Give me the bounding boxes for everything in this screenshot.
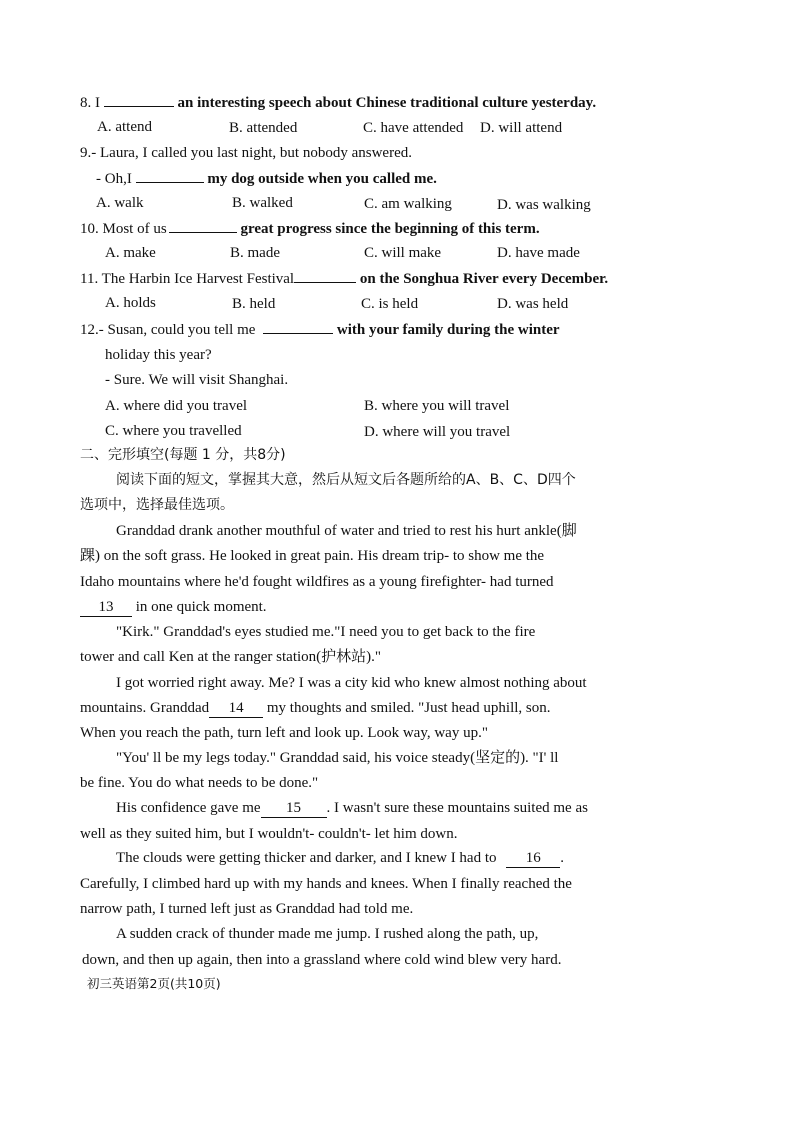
- passage-line: I got worried right away. Me? I was a city kid who knew almost nothing about: [116, 675, 587, 691]
- question-11-stem: 11. The Harbin Ice Harvest Festival on the Songhua River every December.: [80, 271, 609, 287]
- passage-line: "You' ll be my legs today." Granddad said, his voice steady(坚定的). "I' ll: [116, 750, 559, 766]
- option-c: C. am walking: [364, 196, 452, 212]
- option-b: B. held: [232, 296, 276, 312]
- option-c: C. where you travelled: [105, 423, 242, 439]
- cloze-blank-15: 15: [261, 800, 327, 818]
- option-b: B. made: [230, 245, 280, 261]
- option-a: A. attend: [97, 119, 152, 135]
- passage-line: mountains. Granddad 14 my thoughts and smiled. "Just head uphill, son.: [80, 700, 551, 716]
- passage-line: narrow path, I turned left just as Granddad had told me.: [80, 901, 414, 917]
- option-c: C. will make: [364, 245, 442, 261]
- question-9-line1: 9.- Laura, I called you last night, but nobody answered.: [80, 145, 412, 161]
- page-footer: 初三英语第2页(共10页): [87, 976, 221, 991]
- question-12-line3: - Sure. We will visit Shanghai.: [105, 372, 289, 388]
- passage-line: Idaho mountains where he'd fought wildfires as a young firefighter- had turned: [80, 574, 554, 590]
- question-8-stem: 8. I an interesting speech about Chinese traditional culture yesterday.: [80, 95, 597, 111]
- option-c: C. is held: [361, 296, 419, 312]
- answer-blank: [136, 182, 204, 183]
- answer-blank: [104, 106, 174, 107]
- option-c: C. have attended: [363, 120, 464, 136]
- question-12-line2: holiday this year?: [105, 347, 212, 363]
- cloze-blank-14: 14: [209, 700, 263, 718]
- passage-line: "Kirk." Granddad's eyes studied me."I need you to get back to the fire: [116, 624, 536, 640]
- passage-line: tower and call Ken at the ranger station(护林站).": [80, 649, 382, 665]
- cloze-blank-13: 13: [80, 599, 132, 617]
- passage-line: well as they suited him, but I wouldn't- couldn't- let him down.: [80, 826, 458, 842]
- passage-line: Granddad drank another mouthful of water and tried to rest his hurt ankle(脚: [116, 523, 577, 539]
- question-10-stem: 10. Most of us great progress since the beginning of this term.: [80, 221, 540, 237]
- question-12-line1: 12.- Susan, could you tell me with your family during the winter: [80, 322, 560, 338]
- answer-blank: [294, 282, 356, 283]
- option-d: D. have made: [497, 245, 580, 261]
- passage-line: His confidence gave me 15 . I wasn't sure these mountains suited me as: [116, 800, 588, 816]
- answer-blank: [169, 232, 237, 233]
- passage-line: A sudden crack of thunder made me jump. I rushed along the path, up,: [116, 926, 539, 942]
- question-9-line2: - Oh,I my dog outside when you called me.: [96, 171, 437, 187]
- option-d: D. will attend: [480, 120, 563, 136]
- passage-line: Carefully, I climbed hard up with my hands and knees. When I finally reached the: [80, 876, 572, 892]
- passage-line: down, and then up again, then into a grassland where cold wind blew very hard.: [82, 952, 562, 968]
- passage-line: be fine. You do what needs to be done.": [80, 775, 319, 791]
- option-d: D. was walking: [497, 197, 591, 213]
- option-d: D. was held: [497, 296, 569, 312]
- passage-line: When you reach the path, turn left and look up. Look way, way up.": [80, 725, 488, 741]
- passage-line: 踝) on the soft grass. He looked in great pain. His dream trip- to show me the: [80, 548, 545, 564]
- section-heading: 二、完形填空(每题 1 分，共8分): [80, 447, 286, 463]
- option-b: B. walked: [232, 195, 293, 211]
- option-a: A. holds: [105, 295, 156, 311]
- option-b: B. attended: [229, 120, 298, 136]
- option-a: A. walk: [96, 195, 144, 211]
- passage-line: The clouds were getting thicker and darker, and I knew I had to 16 .: [116, 850, 565, 866]
- option-a: A. where did you travel: [105, 398, 248, 414]
- cloze-blank-16: 16: [506, 850, 560, 868]
- passage-line: 13 in one quick moment.: [80, 597, 267, 617]
- section-instruction-line2: 选项中，选择最佳选项。: [80, 497, 234, 513]
- option-d: D. where will you travel: [364, 424, 511, 440]
- option-b: B. where you will travel: [364, 398, 510, 414]
- option-a: A. make: [105, 245, 156, 261]
- answer-blank: [263, 333, 333, 334]
- section-instruction-line1: 阅读下面的短文，掌握其大意，然后从短文后各题所给的A、B、C、D四个: [116, 472, 576, 488]
